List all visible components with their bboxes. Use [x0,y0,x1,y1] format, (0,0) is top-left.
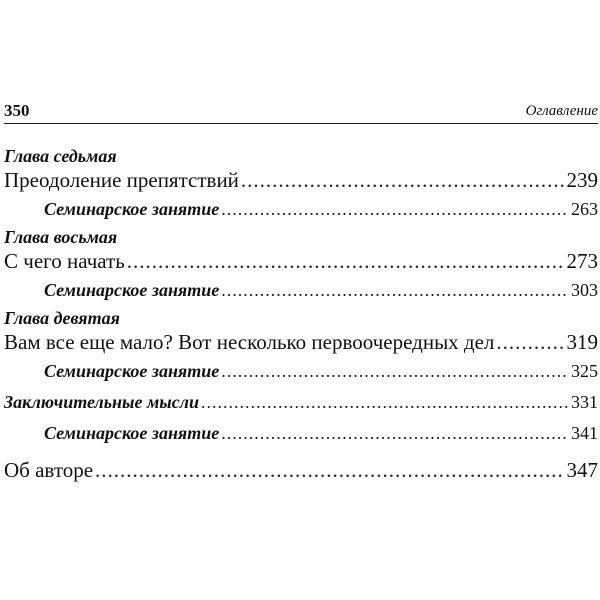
toc-entry-chapter-7-seminar [4,194,598,224]
toc-entry-page: 303 [571,280,598,300]
dot-leader [221,275,569,305]
dot-leader [241,166,565,194]
toc-entry-page: 347 [566,458,598,482]
table-of-contents [4,147,598,484]
dot-leader [127,247,565,275]
page-header [4,101,598,124]
toc-entry-title: Семинарское занятие [44,280,220,300]
toc-entry-page: 239 [566,168,598,192]
chapter-7-heading: Глава седьмая [4,146,117,166]
running-head: Оглавление [525,103,598,119]
toc-entry-title: Об авторе [4,458,94,482]
page-number: 350 [4,101,30,120]
toc-entry-title: Заключительные мысли [4,392,200,412]
toc-entry-title: Семинарское занятие [44,361,220,381]
toc-entry-about-author [4,456,598,484]
toc-entry-title: Вам все еще мало? Вот несколько первоочередных дел [4,330,495,354]
dot-leader [221,356,569,386]
toc-entry-chapter-9 [4,328,598,356]
toc-entry-final-thoughts [4,386,598,418]
dot-leader [221,194,569,224]
toc-entry-title: С чего начать [4,249,125,273]
toc-entry-title: Семинарское занятие [44,423,220,443]
toc-entry-page: 263 [571,199,598,219]
dot-leader [496,328,564,356]
dot-leader [95,456,564,484]
toc-entry-title: Преодоление препятствий [4,168,239,192]
toc-entry-chapter-8 [4,247,598,275]
toc-entry-final-thoughts-seminar [4,418,598,448]
toc-entry-page: 341 [571,423,598,443]
dot-leader [221,418,569,448]
toc-entry-chapter-7 [4,166,598,194]
chapter-8-heading: Глава восьмая [4,227,118,247]
toc-entry-chapter-9-seminar [4,356,598,386]
toc-entry-page: 325 [571,361,598,381]
toc-entry-page: 319 [566,330,598,354]
toc-entry-page: 331 [571,392,598,412]
toc-entry-chapter-8-seminar [4,275,598,305]
toc-entry-title: Семинарское занятие [44,199,220,219]
toc-entry-page: 273 [566,249,598,273]
dot-leader [201,386,569,418]
chapter-9-heading: Глава девятая [4,308,120,328]
